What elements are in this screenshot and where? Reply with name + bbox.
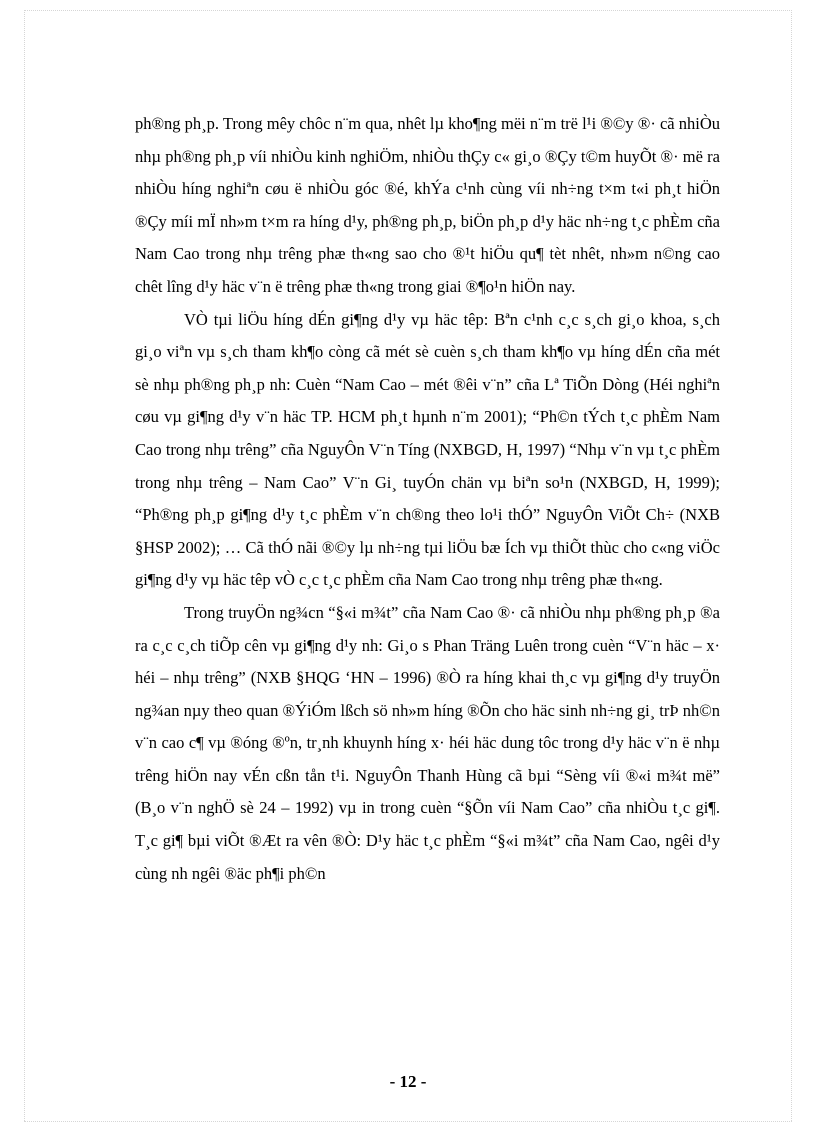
page-border-right — [791, 10, 792, 1121]
body-text — [135, 108, 720, 890]
paragraph-2: VÒ tµi liÖu híng dÉn gi¶ng d¹y vµ häc têp: Bªn c¹nh c¸c s¸ch gi¸o khoa, s¸ch gi¸o viªn vµ s¸ch tham kh¶o còng cã mét sè cuèn s¸ch tham kh¶o vµ híng dÉn cña mét sè nhµ ph®ng ph¸p nh: Cuèn “Nam Cao – mét ®êi v¨n” cña Lª TiÕn Dòng (Héi nghiªn cøu vµ gi¶ng d¹y v¨n häc TP. HCM ph¸t hµnh n¨m 2001); “Ph©n tÝch t¸c phÈm Nam Cao trong nhµ trêng” cña NguyÔn V¨n Tíng (NXBGD, H, 1997) “Nhµ v¨n vµ t¸c phÈm trong nhµ trêng – Nam Cao” V¨n Gi¸ tuyÓn chän vµ biªn so¹n (NXBGD, H, 1999); “Ph®ng ph¸p gi¶ng d¹y t¸c phÈm v¨n ch®ng theo lo¹i thÓ” NguyÔn ViÕt Ch÷ (NXB §HSP 2002); … Cã thÓ nãi ®©y lµ nh÷ng tµi liÖu bæ Ích vµ thiÕt thùc cho c«ng viÖc gi¶ng d¹y vµ häc têp vÒ c¸c t¸c phÈm cña Nam Cao trong nhµ trêng phæ th«ng. — [135, 309, 720, 590]
page-border-bottom — [24, 1121, 792, 1122]
paragraph-3: Trong truyÖn ng¾cn “§«i m¾t” cña Nam Cao ®· cã nhiÒu nhµ ph®ng ph¸p ®a ra c¸c c¸ch tiÕp cên vµ gi¶ng d¹y nh: Gi¸o s Phan Träng Luên trong cuèn “V¨n häc – x· héi – nhµ trêng” (NXB §HQG ‘HN – 1996) ®Ò ra híng khai th¸c vµ gi¶ng d¹y truyÖn ng¾an nµy theo quan ®ÝiÓm lßch sö nh»m híng ®Õn cho häc sinh nh÷ng gi¸ trÞ nh©n v¨n cao c¶ vµ ®óng ®ºn, tr¸nh khuynh híng x· héi häc dung tôc trong d¹y häc v¨n ë nhµ trêng hiÖn nay vÉn cßn tån t¹i. NguyÔn Thanh Hùng cã bµi “Sèng víi ®«i m¾t më” (B¸o v¨n nghÖ sè 24 – 1992) vµ in trong cuèn “§Õn víi Nam Cao” cña nhiÒu t¸c gi¶. T¸c gi¶ bµi viÕt ®Æt ra vên ®Ò: D¹y häc t¸c phÈm “§«i m¾t” cña Nam Cao, ngêi d¹y cùng nh ngêi ®äc ph¶i ph©n — [135, 602, 720, 883]
page-border-top — [24, 10, 792, 11]
page-number: - 12 - — [389, 1072, 427, 1091]
page-border-left — [24, 10, 25, 1121]
paragraph-1: ph®ng ph¸p. Trong mêy chôc n¨m qua, nhêt lµ kho¶ng mëi n¨m trë l¹i ®©y ®· cã nhiÒu nhµ ph®ng ph¸p víi nhiÒu kinh nghiÖm, nhiÒu thÇy c« gi¸o ®Çy t©m huyÕt ®· më ra nhiÒu híng nghiªn cøu ë nhiÒu góc ®é, khÝa c¹nh cùng víi nh÷ng t×m t«i ph¸t hiÖn ®Çy míi mÏ nh»m t×m ra híng d¹y, ph®ng ph¸p, biÖn ph¸p d¹y häc nh÷ng t¸c phÈm cña Nam Cao trong nhµ trêng phæ th«ng sao cho ®¹t hiÖu qu¶ tèt nhêt, nh»m n©ng cao chêt lîng d¹y häc v¨n ë trêng phæ th«ng trong giai ®¶o¹n hiÖn nay. — [135, 114, 720, 296]
